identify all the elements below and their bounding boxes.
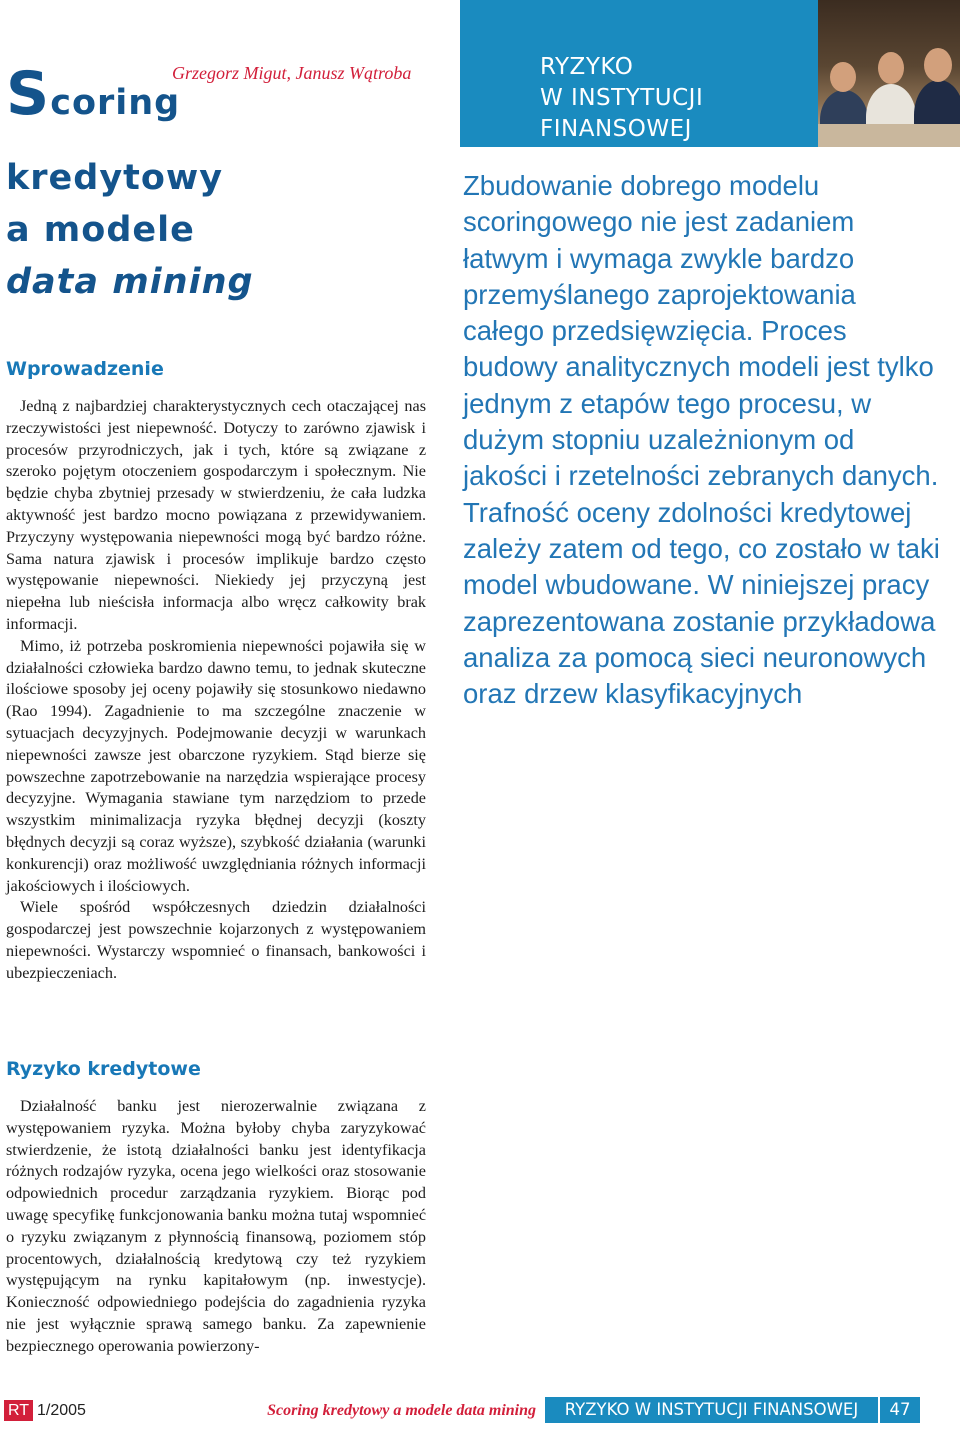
article-title-line-2: kredytowy — [6, 158, 224, 198]
section-body-introduction — [6, 396, 426, 985]
article-title-line-1 — [6, 59, 181, 129]
person-head — [924, 48, 952, 82]
section-heading-introduction: Wprowadzenie — [6, 358, 164, 380]
paragraph: Jedną z najbardziej charakterystycznych cech otaczającej nas rzeczywistości jest niepewność. Dotyczy to zarówno zjawisk i procesów przyrodniczych, jak i tych, które są związane z szeroko pojętym otoczeniem gospodarczym i społecznym. Nie będzie chyba zbytniej przesady w stwierdzeniu, że cała ludzka aktywność jest bardzo mocno powiązana z przewidywaniem. Przyczyny występowania niepewności mogą być bardzo różne. Sama natura zjawisk i procesów implikuje bardzo często występowanie niepewności. Niekiedy jej przyczyną jest niepełna lub nieścisła informacja albo wręcz całkowity brak informacji. — [6, 397, 426, 633]
rubric-line: W INSTYTUCJI — [540, 85, 704, 111]
title-initial: S — [6, 59, 51, 129]
section-heading-credit-risk: Ryzyko kredytowe — [6, 1058, 201, 1080]
paragraph: Wiele spośród współczesnych dziedzin działalności gospodarczej jest powszechnie kojarzonych z występowaniem niepewności. Wystarczy wspomnieć o finansach, bankowości i ubezpieczeniach. — [6, 898, 426, 982]
authors: Grzegorz Migut, Janusz Wątroba — [172, 63, 412, 83]
issue-number: 1/2005 — [37, 1402, 86, 1419]
section-body-credit-risk — [6, 1096, 426, 1358]
person-head — [878, 52, 904, 84]
footer-rubric: RYZYKO W INSTYTUCJI FINANSOWEJ — [545, 1397, 878, 1423]
paragraph: Działalność banku jest nierozerwalnie związana z występowaniem ryzyka. Można byłoby chyba zaryzykować stwierdzenie, że istotą działalności banku jest identyfikacja różnych rodzajów ryzyka, ocena jego wielkości oraz stosowanie odpowiednich procedur zarządzania ryzykiem. Biorąc pod uwagę specyfikę funkcjonowania banku można tutaj wspomnieć o ryzyku związanym z płynnością finansową, poziomem stóp procentowych, działalnością kredytową czy też ryzykiem występującym na rynku kapitałowym (np. inwestycje). Konieczność odpowiedniego podejścia do zagadnienia ryzyka nie jest wyłącznie sprawą samego banku. Za zapewnienie bezpiecznego operowania powierzony- — [6, 1097, 426, 1355]
business-meeting-photo — [818, 0, 960, 147]
page-number: 47 — [880, 1397, 920, 1423]
title-word-1: coring — [50, 83, 181, 123]
journal-badge: RT — [4, 1400, 33, 1421]
rubric-line: RYZYKO — [540, 54, 634, 80]
person-head — [830, 62, 856, 92]
running-title: Scoring kredytowy a modele data mining — [267, 1402, 536, 1419]
rubric-label — [540, 52, 810, 145]
table-surface — [818, 124, 960, 147]
article-title-line-4: data mining — [6, 262, 254, 302]
rubric-line: FINANSOWEJ — [540, 116, 692, 142]
paragraph: Mimo, iż potrzeba poskromienia niepewności pojawiła się w działalności człowieka bardzo dawno temu, to jednak skuteczne ilościowe sposoby jej oceny pojawiły się stosunkowo niedawno (Rao 1994). Zagadnienie to ma szczególne znaczenie w sytuacjach decyzyjnych. Podejmowanie decyzji w warunkach niepewności zawsze jest obarczone ryzykiem. Stąd bierze się powszechne zapotrzebowanie na narzędzia wspierające procesy decyzyjne. Wymagania stawiane tym narzędziom to przede wszystkim minimalizacja ryzyka błędnej decyzji (koszty błędnych decyzji są coraz wyższe), szybkość działania (warunki konkurencji) oraz możliwość uwzględniania różnych informacji jakościowych i ilościowych. — [6, 636, 426, 895]
article-title-line-3: a modele — [6, 210, 195, 250]
lead-paragraph: Zbudowanie dobrego modelu scoringowego nie jest zadaniem łatwym i wymaga zwykle bardzo przemyślanego zaprojektowania całego przedsięwzięcia. Proces budowy analitycznych modeli jest tylko jednym z etapów tego procesu, w dużym stopniu uzależnionym od jakości i rzetelności zebranych danych. Trafność oceny zdolności kredytowej zależy zatem od tego, co zostało w taki model wbudowane. W niniejszej pracy zaprezentowana zostanie przykładowa analiza za pomocą sieci neuronowych oraz drzew klasyfikacyjnych — [463, 170, 940, 710]
